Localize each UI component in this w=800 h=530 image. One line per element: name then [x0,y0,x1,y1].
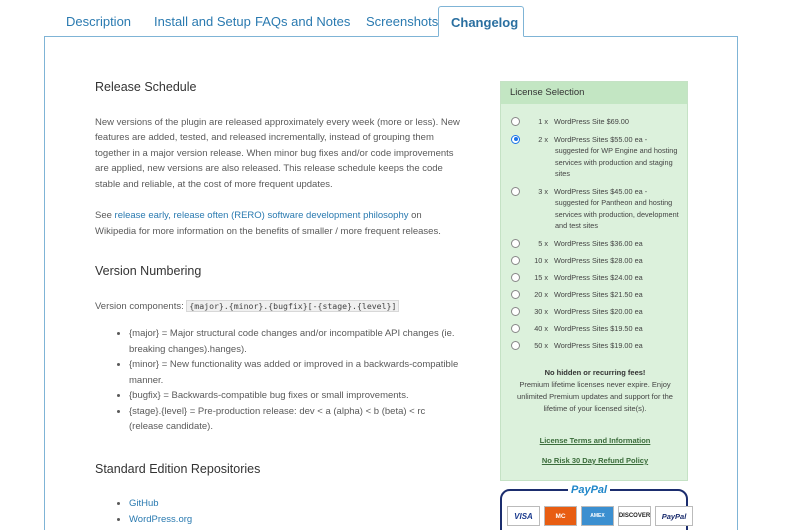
refund-policy-link[interactable]: No Risk 30 Day Refund Policy [541,456,649,465]
tab-screenshots[interactable]: Screenshots [366,14,439,29]
license-option-2[interactable] [511,134,686,180]
option-qty: 15 x [534,272,548,282]
tab-install-and-setup[interactable]: Install and Setup [154,14,251,29]
option-qty: 5 x [538,238,548,248]
option-qty: 20 x [534,289,548,299]
no-fees-description: Premium lifetime licenses never expire. Enjoy unlimited Premium updates and support for the lifetime of your licensed site(s). [517,380,673,413]
repo-item [129,496,460,512]
option-label: WordPress Sites $21.50 ea [554,289,643,299]
radio-button[interactable] [511,341,520,350]
amex-icon: AMEX [581,506,614,526]
repo-item [129,512,460,528]
option-label: WordPress Sites $24.00 ea [554,272,643,282]
radio-button[interactable] [511,273,520,282]
option-label: WordPress Sites $36.00 ea [554,238,643,248]
payment-cards [507,506,697,526]
discover-icon: DISCOVER [618,506,651,526]
visa-icon: VISA [507,506,540,526]
paypal-card-icon: PayPal [655,506,693,526]
option-label: WordPress Site $69.00 [554,117,629,126]
license-option-15[interactable] [511,272,686,284]
license-terms-link[interactable]: License Terms and Information [539,436,651,445]
tab-description[interactable]: Description [66,14,132,29]
version-numbering-heading: Version Numbering [95,264,202,278]
option-label: WordPress Sites $45.00 ea - [554,186,648,196]
version-components [95,299,460,315]
radio-button[interactable] [511,290,520,299]
option-qty: 2 x [538,134,548,144]
license-option-30[interactable] [511,306,686,318]
release-schedule-heading: Release Schedule [95,80,197,94]
radio-button-selected[interactable] [511,135,520,144]
version-item-minor: • {minor} = New functionality was added or improved in a backwards-compatible manner. [129,357,460,388]
rero-paragraph [95,208,460,239]
option-qty: 10 x [534,255,548,265]
radio-button[interactable] [511,307,520,316]
paypal-logo: PayPal [568,484,610,496]
option-label: WordPress Sites $19.00 ea [554,340,643,350]
option-label: WordPress Sites $20.00 ea [554,306,643,316]
rero-suffix: on Wikipedia for more information on the benefits of smaller / more frequent releases. [95,210,441,237]
license-option-3[interactable] [511,186,686,232]
radio-button[interactable] [511,239,520,248]
option-desc: suggested for WP Engine and hosting services with production and staging sites [555,146,678,178]
license-option-5[interactable] [511,238,686,250]
radio-button[interactable] [511,324,520,333]
license-selection-box [500,81,688,481]
repositories-list [129,496,460,527]
version-list [129,326,460,435]
changelog-content [95,80,460,527]
paypal-badge[interactable] [500,484,688,530]
radio-button[interactable] [511,187,520,196]
license-options [511,116,686,351]
license-selection-title: License Selection [501,82,687,104]
wordpress-org-link[interactable]: WordPress.org [129,513,193,525]
option-qty: 1 x [538,117,548,126]
option-label: WordPress Sites $28.00 ea [554,255,643,265]
mastercard-icon: MC [544,506,577,526]
option-label: WordPress Sites $55.00 ea - [554,134,648,144]
tab-changelog[interactable]: Changelog [438,6,524,37]
rero-link[interactable]: release early, release often (RERO) software development philosophy [114,210,409,221]
version-components-code: {major}.{minor}.{bugfix}[-{stage}.{level}] [186,300,399,312]
license-option-50[interactable] [511,340,686,352]
option-desc: suggested for Pantheon and hosting services with production, development and test sites [555,198,679,230]
option-qty: 40 x [534,323,548,333]
version-item-stage: • {stage}.{level} = Pre-production release: dev < a (alpha) < b (beta) < rc (release candidate). [129,404,460,435]
version-item-bugfix: • {bugfix} = Backwards-compatible bug fixes or small improvements. [129,388,460,404]
github-link[interactable]: GitHub [129,498,159,509]
rero-prefix: See [95,210,115,221]
license-option-20[interactable] [511,289,686,301]
license-option-1[interactable] [511,116,686,128]
no-fees-notice [501,367,689,415]
tab-bar [52,6,524,37]
option-qty: 3 x [538,186,548,196]
repositories-heading: Standard Edition Repositories [95,461,261,476]
radio-button[interactable] [511,117,520,126]
option-qty: 30 x [534,306,548,316]
license-option-10[interactable] [511,255,686,267]
option-qty: 50 x [534,340,548,350]
no-fees-title: No hidden or recurring fees! [544,368,646,377]
radio-button[interactable] [511,256,520,265]
license-option-40[interactable] [511,323,686,335]
version-components-label: Version components: [95,300,187,312]
release-schedule-text: New versions of the plugin are released approximately every week (more or less). New features are added, tested, and released incrementally, instead of grouping them together in a major version release. When minor bug fixes and/or code improvements are applied, new versions are also released. This release schedule keeps the code stable and reliable, at the cost of more frequent updates. [95,116,460,190]
tab-faqs-and-notes[interactable]: FAQs and Notes [255,14,351,29]
option-label: WordPress Sites $19.50 ea [554,323,643,333]
version-item-major: • {major} = Major structural code changes and/or incompatible API changes (ie. breaking changes).hanges). [129,326,460,357]
